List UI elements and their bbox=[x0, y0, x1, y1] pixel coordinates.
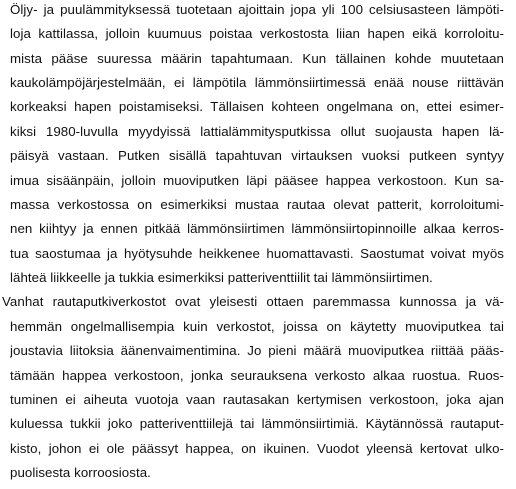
document-page bbox=[2, 0, 512, 489]
text-line: kiksi 1980-luvulla myydyissä lattialämmitysputkissa ollut suojausta hapen lä- bbox=[10, 124, 504, 139]
text-line: hemmän ongelmallisempia kuin verkostot, joissa on käytetty muoviputkea tai bbox=[10, 319, 504, 334]
text-line: imua sisäänpäin, jolloin muoviputken läpi pääsee happea verkostoon. Kun sa- bbox=[10, 173, 504, 188]
text-line: nen kiihtyy ja ennen pitkää lämmönsiirtimen lämmönsiirtopinnoille alkaa kerros- bbox=[10, 221, 504, 236]
text-line: lähteä liikkeelle ja tukkia esimerkiksi patteriventtiilit tai lämmönsiirtimen. bbox=[10, 270, 433, 285]
text-line: kisto, johon ei ole päässyt happea, on ikuinen. Vuodot yleensä kertovat ulko- bbox=[10, 441, 504, 456]
text-line: tuminen ei aiheuta vuotoja vaan rautasakan kertymisen verkostoon, joka ajan bbox=[10, 392, 504, 407]
text-line: kaukolämpöjärjestelmään, ei lämpötila lämmönsiirtimessä enää nouse riittävän bbox=[10, 75, 504, 90]
text-line: päisyä vastaan. Putken sisällä tapahtuvan virtauksen vuoksi putkeen syntyy bbox=[10, 148, 504, 163]
text-line: massa verkostossa on esimerkiksi mustaa rautaa olevat patterit, korroloitumi- bbox=[10, 197, 504, 212]
text-line: joustavia liitoksia äänenvaimentimina. Jo pieni määrä muoviputkea riittää pääs- bbox=[10, 343, 504, 358]
text-line: tua saostumaa ja hyötysuhde heikkenee huomattavasti. Saostumat voivat myös bbox=[10, 246, 504, 261]
text-line: loja kattilassa, jolloin kuumuus poistaa verkostosta liian hapen eikä korroloitu- bbox=[10, 26, 504, 41]
text-line: tämään happea verkostoon, jonka seurauksena verkosto alkaa ruostua. Ruos- bbox=[10, 368, 504, 383]
text-line: Öljy- ja puulämmityksessä tuotetaan ajoittain jopa yli 100 celsiusasteen lämpöti- bbox=[10, 2, 504, 17]
text-line: mista pääse suuressa määrin tapahtumaan. Kun tällainen kohde muutetaan bbox=[10, 51, 504, 66]
text-line: Vanhat rautaputkiverkostot ovat yleisesti ottaen paremmassa kunnossa ja vä- bbox=[2, 294, 504, 309]
text-line: puolisesta korroosiosta. bbox=[10, 465, 151, 480]
text-line: korkeaksi hapen poistamiseksi. Tällaisen kohteen ongelmana on, ettei esimer- bbox=[10, 99, 504, 114]
text-line: kuluessa tukkii joko patteriventtiilejä tai lämmönsiirtimiä. Käytännössä rautaput- bbox=[10, 416, 504, 431]
